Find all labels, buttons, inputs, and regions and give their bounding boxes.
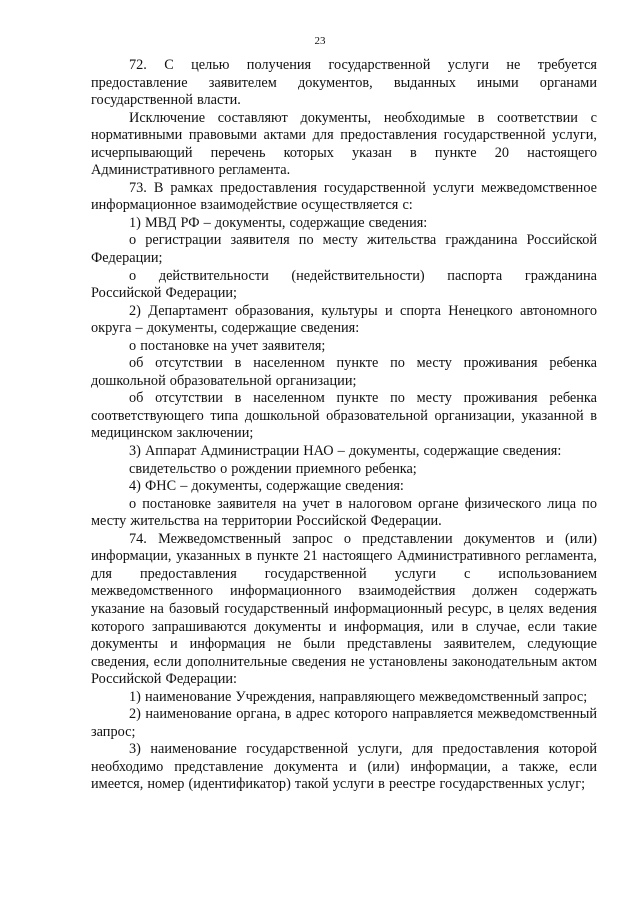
list-subitem-passport: о действительности (недействительности) паспорта гражданина Российской Федерации;: [91, 267, 597, 302]
list-subitem-registration: о регистрации заявителя по месту жительства гражданина Российской Федерации;: [91, 232, 597, 267]
paragraph-73: 73. В рамках предоставления государственной услуги межведомственное информационное взаимодействие осуществляется с:: [91, 179, 597, 214]
document-body: [91, 57, 597, 794]
list-subitem-tax-registration: о постановке заявителя на учет в налоговом органе физического лица по месту жительства на территории Российской Федерации.: [91, 495, 597, 530]
page-number: 23: [314, 35, 326, 47]
list-item-department: 2) Департамент образования, культуры и спорта Ненецкого автономного округа – документы, содержащие сведения:: [91, 302, 597, 337]
list-subitem-no-preschool: об отсутствии в населенном пункте по месту проживания ребенка дошкольной образовательной организации;: [91, 355, 597, 389]
list-item-fns: 4) ФНС – документы, содержащие сведения:: [129, 478, 404, 495]
paragraph-74: 74. Межведомственный запрос о представлении документов и (или) информации, указанных в пункте 21 настоящего Административного регламента, для предоставления государственной услуги с использованием межведомственного информационного взаимодействия должен содержать указание на базовый государственный информационный ресурс, в целях ведения которого запрашиваются документы и информация, или в случае, если такие документы и информация не были представлены заявителем, следующие сведения, если дополнительные сведения не установлены законодательным актом Российской Федерации:: [91, 530, 597, 688]
list-item-administration: 3) Аппарат Администрации НАО – документы, содержащие сведения:: [129, 443, 562, 460]
list-item-institution-name: 1) наименование Учреждения, направляющего межведомственный запрос;: [129, 688, 588, 705]
list-item-service-name: 3) наименование государственной услуги, для предоставления которой необходимо представление документа и (или) информации, а также, если имеется, номер (идентификатор) такой услуги в реестре государственных услуг;: [91, 741, 597, 793]
paragraph-72: 72. С целью получения государственной услуги не требуется предоставление заявителем документов, выданных иными органами государственной власти.: [91, 57, 597, 109]
list-subitem-registration-record: о постановке на учет заявителя;: [129, 337, 326, 354]
list-subitem-birth-certificate: свидетельство о рождении приемного ребенка;: [129, 460, 417, 477]
list-subitem-no-preschool-type: об отсутствии в населенном пункте по месту проживания ребенка соответствующего типа дошкольной образовательной организации, указанной в медицинском заключении;: [91, 390, 597, 442]
list-item-mvd: 1) МВД РФ – документы, содержащие сведения:: [129, 214, 428, 231]
paragraph-exception: Исключение составляют документы, необходимые в соответствии с нормативными правовыми актами для предоставления государственной услуги, исчерпывающий перечень которых указан в пункте 20 настоящего Административного регламента.: [91, 109, 597, 179]
list-item-recipient-name: 2) наименование органа, в адрес которого направляется межведомственный запрос;: [91, 706, 597, 740]
